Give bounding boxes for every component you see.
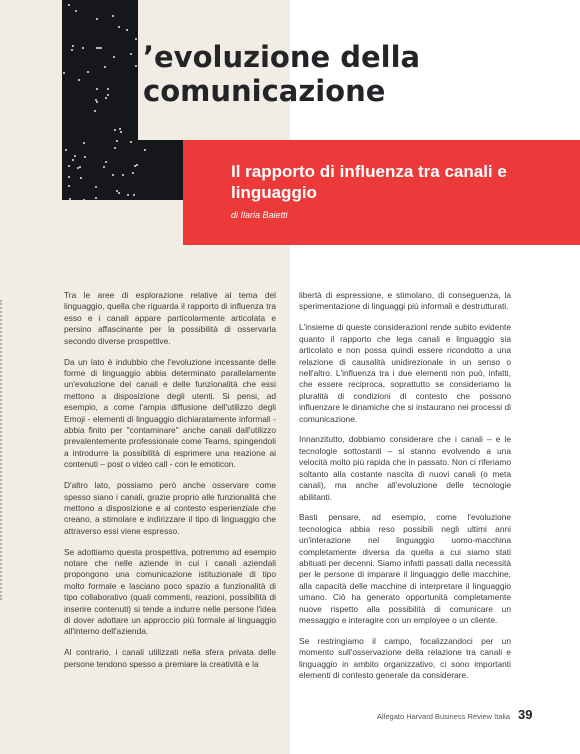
paragraph: L'insieme di queste considerazioni rende subito evidente quanto il rapporto che lega canali e linguaggio sia articolato e non possa quindi essere ricondotto a una relazione di causalità unidirezionale in un senso o nell'altro. L'influenza tra i due elementi non può, infatti, che essere reciproca, soprattutto se consideriamo la pluralità di condizioni di contesto che possono influenzare le dinamiche che si instaurano nei processi di comunicazione. bbox=[299, 322, 511, 424]
article-subtitle: Il rapporto di influenza tra canali e linguaggio bbox=[231, 162, 507, 202]
texture-speck bbox=[136, 164, 138, 166]
texture-speck bbox=[116, 140, 118, 142]
page-number: 39 bbox=[518, 707, 533, 722]
paragraph: Se adottiamo questa prospettiva, potremmo ad esempio notare che nelle aziende in cui i canali aziendali propongono una comunicazione istituzionale di tipo molto formale e lasciano poco spazio a funzionalità di tipo collaborativo (quali commenti, reazioni, possibilità di inserire contenuti) si tende a indurre nelle persone l'idea di dover adottare un approccio più formale al linguaggio all'interno dell'azienda. bbox=[64, 546, 276, 637]
texture-speck bbox=[107, 94, 109, 96]
text-column-left bbox=[64, 290, 276, 680]
texture-speck bbox=[74, 155, 76, 157]
texture-speck bbox=[127, 194, 129, 196]
texture-speck bbox=[83, 142, 85, 144]
texture-speck bbox=[103, 166, 105, 168]
paragraph: Al contrario, i canali utilizzati nella sfera privata delle persone tendono spesso a premiare la creatività e la bbox=[64, 647, 276, 669]
texture-speck bbox=[63, 72, 65, 74]
texture-speck bbox=[122, 174, 124, 176]
texture-speck bbox=[80, 177, 82, 179]
paragraph: Da un lato è indubbio che l'evoluzione incessante delle forme di linguaggio abbia determinato parallelamente un'evoluzione dei canali e delle funzionalità che essi mettono a disposizione degli utenti. Si pensi, ad esempio, a come l'ampia diffusione dell'utilizzo degli Emoji - elementi di linguaggio dichiaratamente informali - abbia finito per "contaminare" anche canali dall'utilizzo prevalentemente professionale come Teams, spingendoli a introdurre la possibilità di esprimere una reazione ai contenuti – post o video call - con le emoticon. bbox=[64, 356, 276, 470]
torn-paper-edge bbox=[0, 300, 8, 600]
text-column-right bbox=[299, 290, 511, 691]
texture-speck bbox=[105, 161, 107, 163]
texture-speck bbox=[120, 131, 122, 133]
texture-speck bbox=[84, 156, 86, 158]
paragraph: Innanzitutto, dobbiamo considerare che i canali – e le tecnologie sottostanti – si stanno evolvendo a una velocità molto più rapida che in passato. Non ci riferiamo soltanto alla costante nascita di nuovi canali (o meta canali), ma anche all'evoluzione delle tecnologie abilitanti. bbox=[299, 434, 511, 502]
paragraph: Se restringiamo il campo, focalizzandoci per un momento sull'osservazione della relazione tra canali e linguaggio in ambito organizzativo, ci sono importanti elementi di contesto generale da considerare. bbox=[299, 635, 511, 681]
texture-speck bbox=[130, 53, 132, 55]
texture-speck bbox=[104, 66, 106, 68]
texture-speck bbox=[94, 110, 96, 112]
texture-speck bbox=[135, 65, 137, 67]
texture-speck bbox=[68, 165, 70, 167]
texture-speck bbox=[71, 49, 73, 51]
paragraph: Basti pensare, ad esempio, come l'evoluzione tecnologica abbia reso possibili negli ultimi anni un'interazione nel linguaggio uomo-macchina completamente diversa da quella a cui siamo stati abituati per decenni. Siamo infatti passati dalla necessità per le persone di imparare il linguaggio delle macchine, alla capacità delle macchine di interpretare il linguaggio umano. Ciò ha generato opportunità completamente nuove rispetto alla possibilità di comunicare un messaggio e interagire con un employee o un cliente. bbox=[299, 512, 511, 626]
texture-speck bbox=[77, 167, 79, 169]
paragraph: D'altro lato, possiamo però anche osservare come spesso siano i canali, grazie proprio alle funzionalità che mettono a disposizione e al contesto esperienziale che creano, a stimolare e indirizzare il tipo di linguaggio che attraverso essi viene espresso. bbox=[64, 480, 276, 536]
texture-speck bbox=[100, 47, 102, 49]
texture-speck bbox=[69, 198, 71, 200]
article-title: ’evoluzione della comunicazione bbox=[143, 40, 421, 108]
texture-speck bbox=[107, 88, 109, 90]
texture-speck bbox=[68, 176, 70, 178]
texture-speck bbox=[98, 47, 100, 49]
texture-speck bbox=[83, 199, 85, 201]
texture-speck bbox=[135, 38, 137, 40]
drop-cap-l-foot bbox=[62, 140, 184, 200]
texture-speck bbox=[95, 186, 97, 188]
texture-speck bbox=[72, 159, 74, 161]
article-author: di Ilaria Baietti bbox=[231, 210, 288, 220]
paragraph: Tra le aree di esplorazione relative al tema del linguaggio, quella che riguarda il rapporto di influenza tra esso e i canali appare particolarmente articolata e persino affascinante per la possibilità di osservarla secondo diverse prospettive. bbox=[64, 290, 276, 346]
texture-speck bbox=[119, 128, 121, 130]
paragraph: libertà di espressione, e stimolano, di conseguenza, la sperimentazione di linguaggi più informali e destrutturati. bbox=[299, 290, 511, 312]
publication-name: Allegato Harvard Business Review Italia bbox=[377, 712, 510, 721]
